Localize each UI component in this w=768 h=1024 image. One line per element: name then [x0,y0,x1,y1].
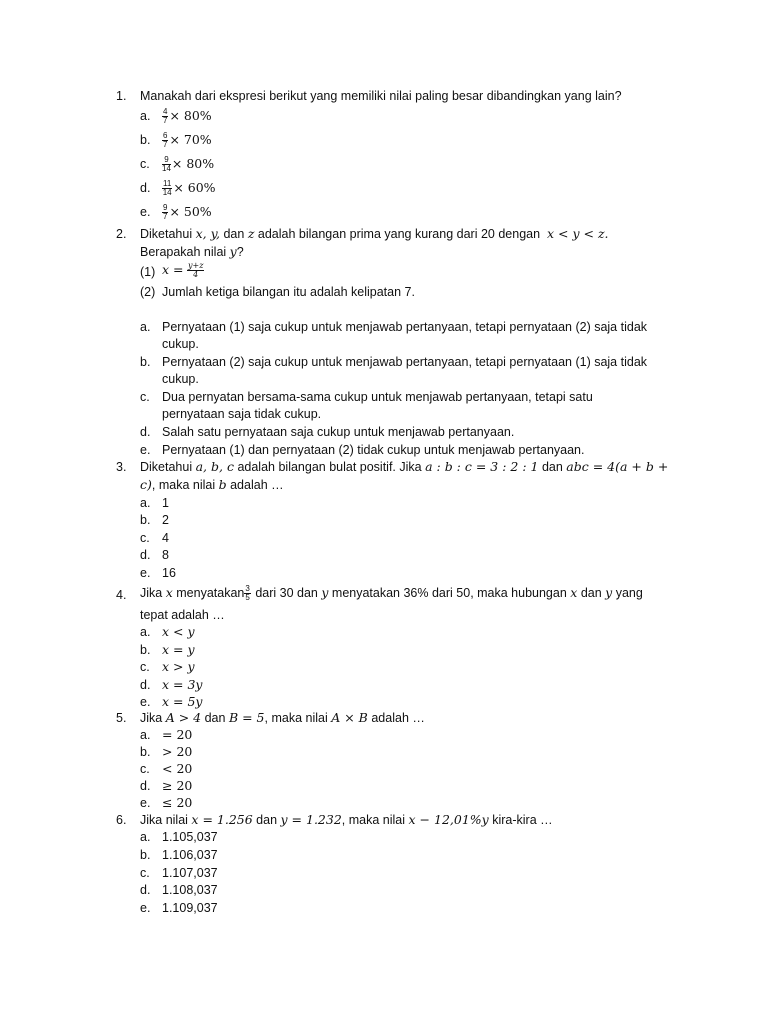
option-label: a. [140,496,151,510]
option-text: cukup. [162,337,199,351]
option-text: Salah satu pernyataan saja cukup untuk menjawab pertanyaan. [162,425,515,439]
option-label: b. [140,848,151,862]
option-value: 1.107,037 [162,866,218,880]
option-expression: < 20 [162,761,193,776]
question-number: 6. [116,813,127,827]
option-label: c. [140,390,150,404]
option-expression: $\frac{4}{7}$ × 80% [163,107,212,126]
option-expression: x > y [162,659,195,674]
question-number: 1. [116,89,127,103]
option-expression: > 20 [162,744,193,759]
option-expression: = 20 [162,727,193,742]
option-label: c. [140,531,150,545]
option-label: d. [140,181,151,195]
statement-label: (1) [140,265,156,279]
option-value: 16 [162,566,176,580]
question-text: Diketahui a, b, c adalah bilangan bulat positif. Jika a : b : c = 3 : 2 : 1 dan abc = 4(a + b + [140,459,669,474]
option-label: a. [140,728,151,742]
option-value: 2 [162,513,169,527]
question-text: Manakah dari ekspresi berikut yang memiliki nilai paling besar dibandingkan yang lain? [140,89,622,103]
question-text: Jika nilai x = 1.256 dan y = 1.232, maka nilai x − 12,01%y kira-kira … [140,812,553,827]
option-value: 1 [162,496,169,510]
option-expression: $\frac{9}{7}$ × 50% [163,203,212,222]
question-number: 5. [116,711,127,725]
question-text: Jika A > 4 dan B = 5, maka nilai A × B adalah … [140,710,425,725]
question-number: 3. [116,460,127,474]
question-text: Diketahui x, y, dan z adalah bilangan prima yang kurang dari 20 dengan x < y < z. [140,226,609,241]
option-label: b. [140,513,151,527]
statement-text: Jumlah ketiga bilangan itu adalah kelipatan 7. [162,285,415,299]
option-text: pernyataan saja tidak cukup. [162,407,322,421]
option-label: d. [140,678,151,692]
option-expression: x = y [162,642,195,657]
option-label: a. [140,109,151,123]
option-value: 4 [162,531,169,545]
option-value: 8 [162,548,169,562]
question-text: Berapakah nilai y? [140,244,244,259]
option-label: c. [140,866,150,880]
statement-expression: x = $\frac{y+z}{4}$ [162,261,204,280]
option-expression: $\frac{6}{7}$ × 70% [163,131,212,150]
option-label: d. [140,425,151,439]
option-label: a. [140,320,151,334]
option-label: d. [140,883,151,897]
question-text: tepat adalah … [140,608,225,622]
option-text: Pernyataan (1) dan pernyataan (2) tidak cukup untuk menjawab pertanyaan. [162,443,585,457]
option-label: e. [140,796,151,810]
option-label: b. [140,355,151,369]
option-text: Pernyataan (1) saja cukup untuk menjawab pertanyaan, tetapi pernyataan (2) saja tidak [162,320,648,334]
question-text: Jika x menyatakan $\frac{3}{5}$ dari 30 dan y menyatakan 36% dari 50, maka hubungan x dan y yang [140,584,643,603]
question-number: 2. [116,227,127,241]
option-label: e. [140,205,151,219]
option-expression: x = 3y [162,677,203,692]
option-label: e. [140,566,151,580]
option-value: 1.105,037 [162,830,218,844]
statement-label: (2) [140,285,156,299]
option-label: d. [140,548,151,562]
option-label: b. [140,133,151,147]
option-expression: x < y [162,624,195,639]
option-expression: $\frac{9}{14}$ × 80% [162,155,215,174]
question-number: 4. [116,588,127,602]
option-label: c. [140,660,150,674]
option-value: 1.106,037 [162,848,218,862]
option-text: cukup. [162,372,199,386]
option-expression: ≤ 20 [162,795,193,810]
option-label: e. [140,443,151,457]
option-expression: ≥ 20 [162,778,193,793]
option-text: Pernyataan (2) saja cukup untuk menjawab pertanyaan, tetapi pernyataan (1) saja tidak [162,355,648,369]
option-value: 1.108,037 [162,883,218,897]
question-text: c), maka nilai b adalah … [140,477,284,492]
option-label: a. [140,625,151,639]
option-label: b. [140,745,151,759]
option-label: e. [140,695,151,709]
option-label: c. [140,157,150,171]
option-label: d. [140,779,151,793]
option-label: e. [140,901,151,915]
option-label: a. [140,830,151,844]
option-label: b. [140,643,151,657]
option-text: Dua pernyatan bersama-sama cukup untuk menjawab pertanyaan, tetapi satu [162,390,593,404]
option-value: 1.109,037 [162,901,218,915]
option-expression: $\frac{11}{14}$ × 60% [162,179,216,198]
option-expression: x = 5y [162,694,203,709]
option-label: c. [140,762,150,776]
